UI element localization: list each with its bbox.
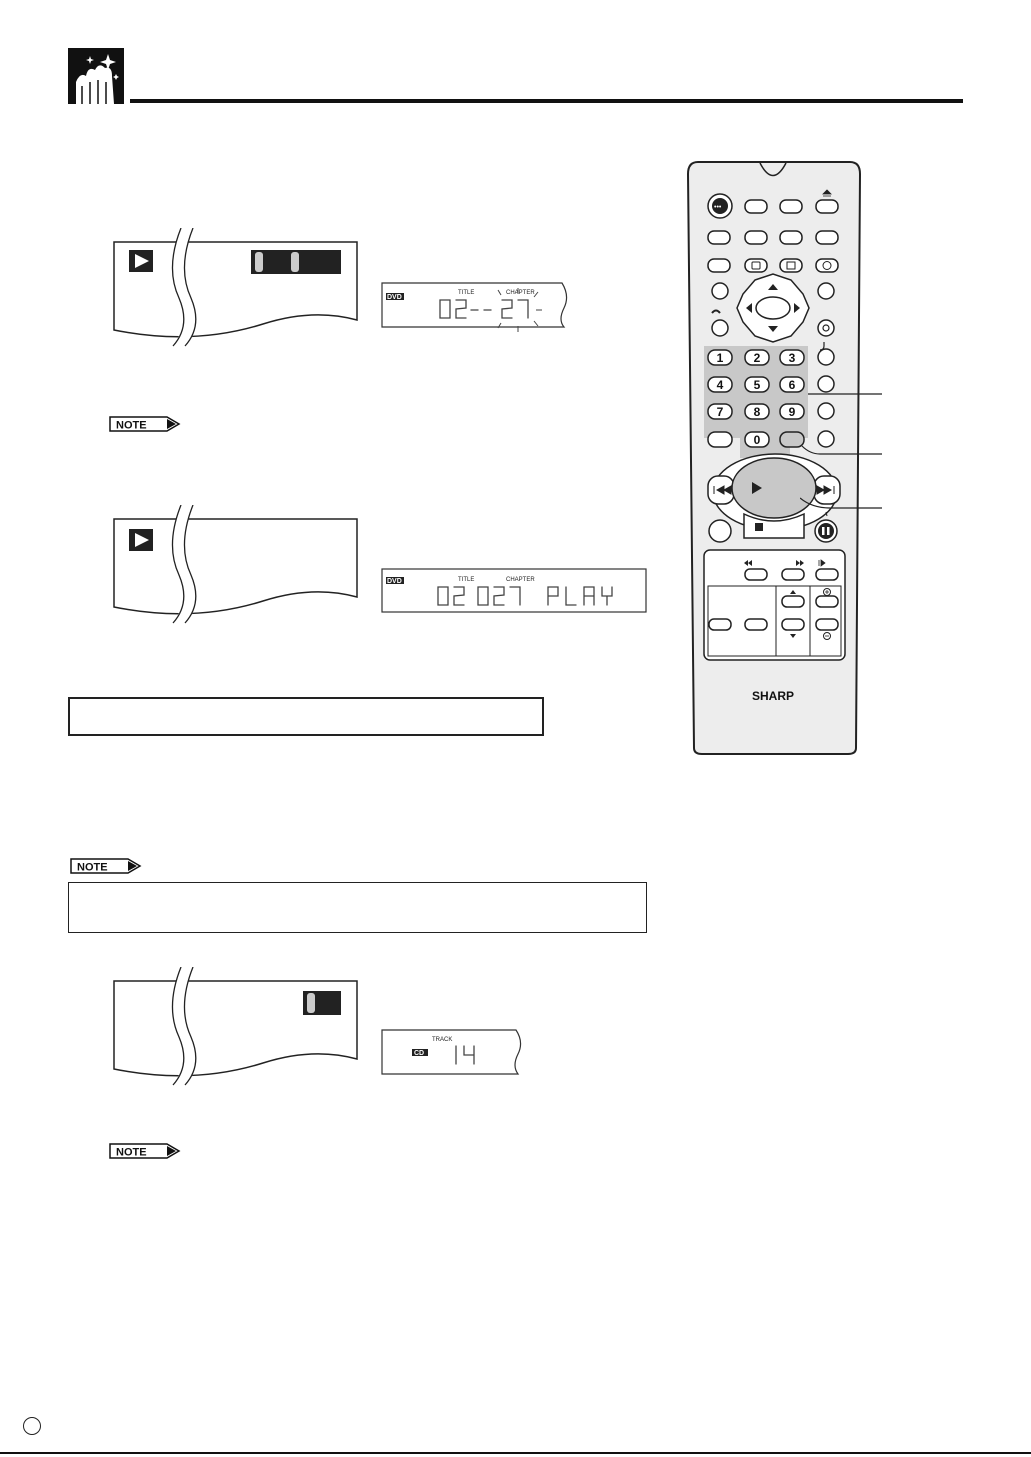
tv-screen-entry (113, 228, 359, 348)
chapter-label: CHAPTER (506, 577, 535, 583)
tv-screen-cd (113, 967, 359, 1087)
track-label: TRACK (432, 1037, 453, 1043)
svg-text:6: 6 (788, 378, 796, 392)
svg-text:2: 2 (753, 351, 761, 365)
chapter-label: CHAPTER (506, 290, 535, 296)
dvd-lcd-play (370, 515, 648, 627)
angle-button (780, 259, 802, 272)
svg-text:4: 4 (716, 378, 724, 392)
title-label: TITLE (458, 290, 475, 296)
svg-text:8: 8 (753, 405, 761, 419)
svg-text:1: 1 (716, 351, 724, 365)
stop-icon (755, 523, 763, 531)
title-label: TITLE (458, 577, 475, 583)
note-tag-2 (70, 858, 142, 874)
dvd-badge: DVD (387, 294, 402, 301)
svg-text:9: 9 (788, 405, 796, 419)
note-label: NOTE (116, 1146, 147, 1159)
tv-screen-play (113, 505, 359, 625)
audio-button (816, 259, 838, 272)
brand-logo: SHARP (751, 689, 795, 703)
sparkle-hand-icon (68, 48, 124, 104)
subtitle-button (745, 259, 767, 272)
svg-text:7: 7 (716, 405, 724, 419)
note-tag-3 (109, 1143, 181, 1159)
note-label: NOTE (116, 419, 147, 432)
info-box-2 (68, 882, 647, 933)
bottom-rule (0, 1452, 1031, 1454)
note-tag-1 (109, 416, 181, 432)
cd-lcd (370, 1024, 530, 1080)
callout-lines (800, 388, 890, 518)
eject-button (816, 200, 838, 213)
svg-text:3: 3 (788, 351, 796, 365)
cd-badge: CD (414, 1050, 425, 1057)
language-marker (23, 1417, 41, 1435)
section-icon (68, 48, 124, 104)
svg-text:•••: ••• (714, 204, 722, 211)
dvd-badge: DVD (387, 578, 402, 585)
svg-text:0: 0 (753, 433, 761, 447)
note-label: NOTE (77, 861, 108, 874)
dvd-lcd-entry (370, 238, 576, 348)
header-rule (130, 99, 963, 103)
enter-button (756, 297, 790, 319)
svg-text:5: 5 (753, 378, 761, 392)
info-box-1 (68, 697, 544, 736)
